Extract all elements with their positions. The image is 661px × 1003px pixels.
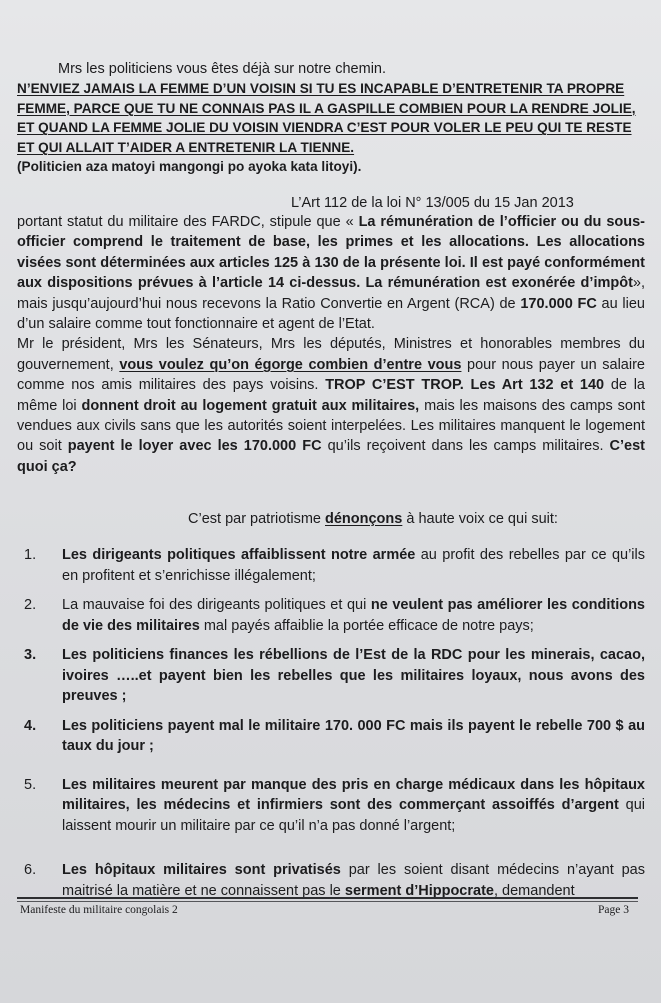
p1-text-d: 170.000 FC (520, 295, 597, 312)
list-text: Les militaires meurent par manque des pris en charge médicaux dans les hôpitaux militaires, (62, 776, 645, 813)
p2-text-i: qu’ils reçoivent dans les camps militaires. (321, 438, 610, 455)
p2-text-d: TROP C’EST TROP. Les Art 132 et 140 (325, 377, 605, 394)
p2-text-f: donnent droit au logement gratuit aux militaires, (81, 397, 420, 414)
list-item (18, 545, 645, 586)
list-text: mal payés affaiblie la portée efficace de notre pays; (199, 617, 534, 634)
p1-text-a: portant statut du militaire des FARDC, stipule que « (17, 214, 359, 230)
intro2-text-a: C’est par patriotisme (188, 511, 325, 527)
page-number: Page 3 (598, 904, 629, 916)
list-text: par les soient disant médecins n’ayant pas maitrisé la matière et ne connaissent pas le (62, 862, 645, 899)
warning-line-4: ET QUI ALLAIT T’AIDER A ENTRETENIR LA TIENNE. (17, 139, 355, 155)
list-text: ne veulent pas améliorer les conditions de vie des militaires (62, 597, 645, 634)
list-item (18, 716, 645, 757)
article-reference: L’Art 112 de la loi N° 13/005 du 15 Jan 2013 (291, 195, 574, 211)
p2-text-e: de la même loi (17, 377, 645, 414)
list-number: 3. (24, 647, 37, 663)
list-item (18, 645, 645, 707)
p2-text-h: payent le loyer avec les 170.000 FC (67, 438, 322, 455)
footer-divider (17, 897, 638, 899)
list-text: Les hôpitaux militaires sont privatisés (62, 862, 341, 878)
list-text: au profit des rebelles par ce qu’ils en profitent et s’enrichisse illégalement; (62, 547, 645, 584)
lingala-line: (Politicien aza matoyi mangongi po ayoka kata litoyi). (17, 159, 362, 174)
footer-divider-thin (17, 901, 638, 902)
list-number: 5. (24, 776, 37, 793)
p2-text-b: vous voulez qu’on égorge combien d’entre vous (119, 356, 462, 373)
list-text: qui laissent mourir un militaire par ce qu’il n’a pas donné l’argent; (62, 797, 645, 834)
intro-line: Mrs les politiciens vous êtes déjà sur notre chemin. (58, 61, 387, 77)
footer-title: Manifeste du militaire congolais 2 (20, 904, 178, 916)
list-number: 6. (24, 862, 37, 878)
p2-text-c: pour nous payer un salaire comme nos amis militaires des pays voisins. (17, 356, 645, 394)
intro2-text-b: dénonçons (325, 511, 403, 527)
list-text: serment d’Hippocrate (344, 882, 494, 899)
list-number: 2. (24, 597, 37, 613)
p1-text-c: », mais jusqu’aujourd’hui nous recevons la Ratio Convertie en Argent (RCA) de (17, 275, 645, 312)
list-text: La mauvaise foi des dirigeants politiques et qui (62, 597, 371, 613)
p2-text-a: Mr le président, Mrs les Sénateurs, Mrs les députés, Ministres et honorables membres du gouvernement, (17, 336, 645, 373)
numbered-list (18, 545, 645, 901)
list-text: Les politiciens finances les rébellions de l’Est de la RDC pour les minerais, cacao, ivoires …..et payent bien les rebelles que les militaires loyaux, nous avons des preuves ; (62, 647, 645, 704)
p1-text-b: La rémunération de l’officier ou du sous-officier comprend le traitement de base, les primes et les allocations. Les allocations visées sont déterminées aux articles 125 à 130 de la présente loi. Il est payé conformément aux dispositions prévues à l’article 14 ci-dessus. La rémunération est exonérée d’impôt (17, 214, 645, 292)
paragraph-2 (17, 334, 645, 477)
list-item (18, 860, 645, 901)
list-text: Les politiciens payent mal le militaire 170. 000 FC mais ils payent le rebelle 700 $ au taux du jour ; (62, 717, 645, 754)
p1-text-e: au lieu d’un salaire comme tout fonctionnaire et agent de l’Etat. (17, 295, 645, 333)
p2-text-j: C’est quoi ça? (17, 438, 645, 475)
warning-line-1: N’ENVIEZ JAMAIS LA FEMME D’UN VOISIN SI TU ES INCAPABLE D’ENTRETENIR TA PROPRE (17, 81, 625, 96)
paragraph-1 (17, 212, 645, 334)
warning-block (17, 79, 647, 177)
warning-line-2: FEMME, PARCE QUE TU NE CONNAIS PAS IL A GASPILLE COMBIEN POUR LA RENDRE JOLIE, (17, 100, 636, 116)
denunciation-intro (188, 510, 558, 528)
list-item (18, 775, 645, 837)
p2-text-g: mais les maisons des camps sont vendues aux civils sans que les autorités soient interpelées. Les militaires manquent le logement ou soit (17, 397, 645, 455)
list-text: Les dirigeants politiques affaiblissent notre armée (62, 547, 416, 563)
body-text (17, 212, 645, 477)
list-text: , demandent (493, 882, 575, 899)
list-text: les médecins et infirmiers sont des commerçant assoiffés d’argent (136, 797, 619, 813)
warning-line-3: ET QUAND LA FEMME JOLIE DU VOISIN VIENDRA C’EST POUR VOLER LE PEU QUI TE RESTE (17, 120, 632, 135)
intro2-text-c: à haute voix ce qui suit: (402, 511, 558, 527)
list-number: 1. (24, 547, 37, 563)
list-item (18, 595, 645, 636)
list-number: 4. (24, 717, 37, 734)
